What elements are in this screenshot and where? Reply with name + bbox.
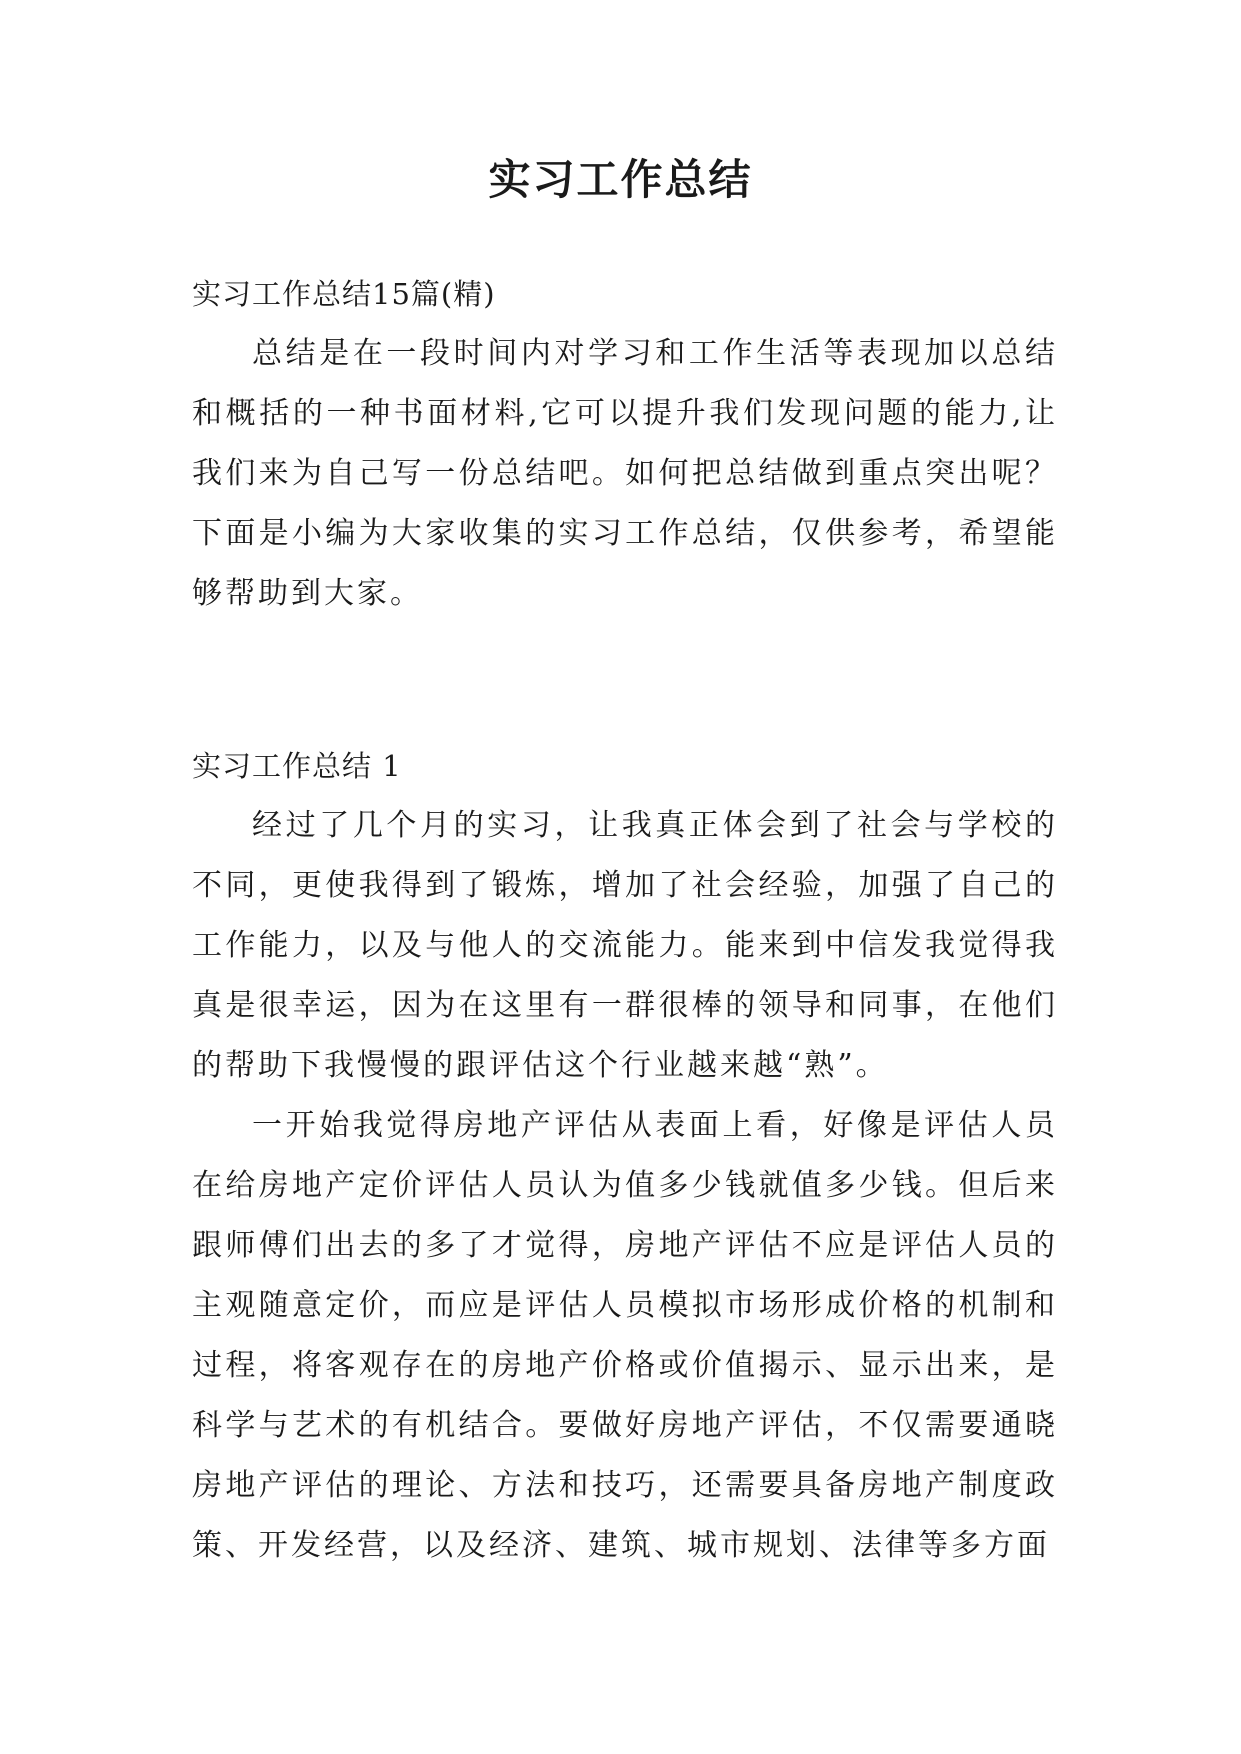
section-1-paragraph-2: 一开始我觉得房地产评估从表面上看，好像是评估人员在给房地产定价评估人员认为值多少钱就值多少钱。但后来跟师傅们出去的多了才觉得，房地产评估不应是评估人员的主观随意定价，而应是评估人员模拟市场形成价格的机制和过程，将客观存在的房地产价格或价值揭示、显示出来，是科学与艺术的有机结合。要做好房地产评估，不仅需要通晓房地产评估的理论、方法和技巧，还需要具备房地产制度政策、开发经营，以及经济、建筑、城市规划、法律等多方面 — [192, 1108, 1058, 1563]
section-1-paragraph-1: 经过了几个月的实习，让我真正体会到了社会与学校的不同，更使我得到了锻炼，增加了社会经验，加强了自己的工作能力，以及与他人的交流能力。能来到中信发我觉得我真是很幸运，因为在这里有一群很棒的领导和同事，在他们的帮助下我慢慢的跟评估这个行业越来越“熟”。 — [192, 808, 1058, 1083]
section-spacer — [192, 624, 1058, 736]
intro-paragraph: 总结是在一段时间内对学习和工作生活等表现加以总结和概括的一种书面材料,它可以提升我们发现问题的能力,让我们来为自己写一份总结吧。如何把总结做到重点突出呢？下面是小编为大家收集的实习工作总结，仅供参考，希望能够帮助到大家。 — [192, 336, 1058, 611]
intro-heading: 实习工作总结15篇(精) — [192, 277, 496, 311]
document-title: 实习工作总结 — [488, 155, 753, 204]
section-1-heading: 实习工作总结 1 — [192, 749, 402, 783]
document-body — [192, 264, 1058, 1576]
